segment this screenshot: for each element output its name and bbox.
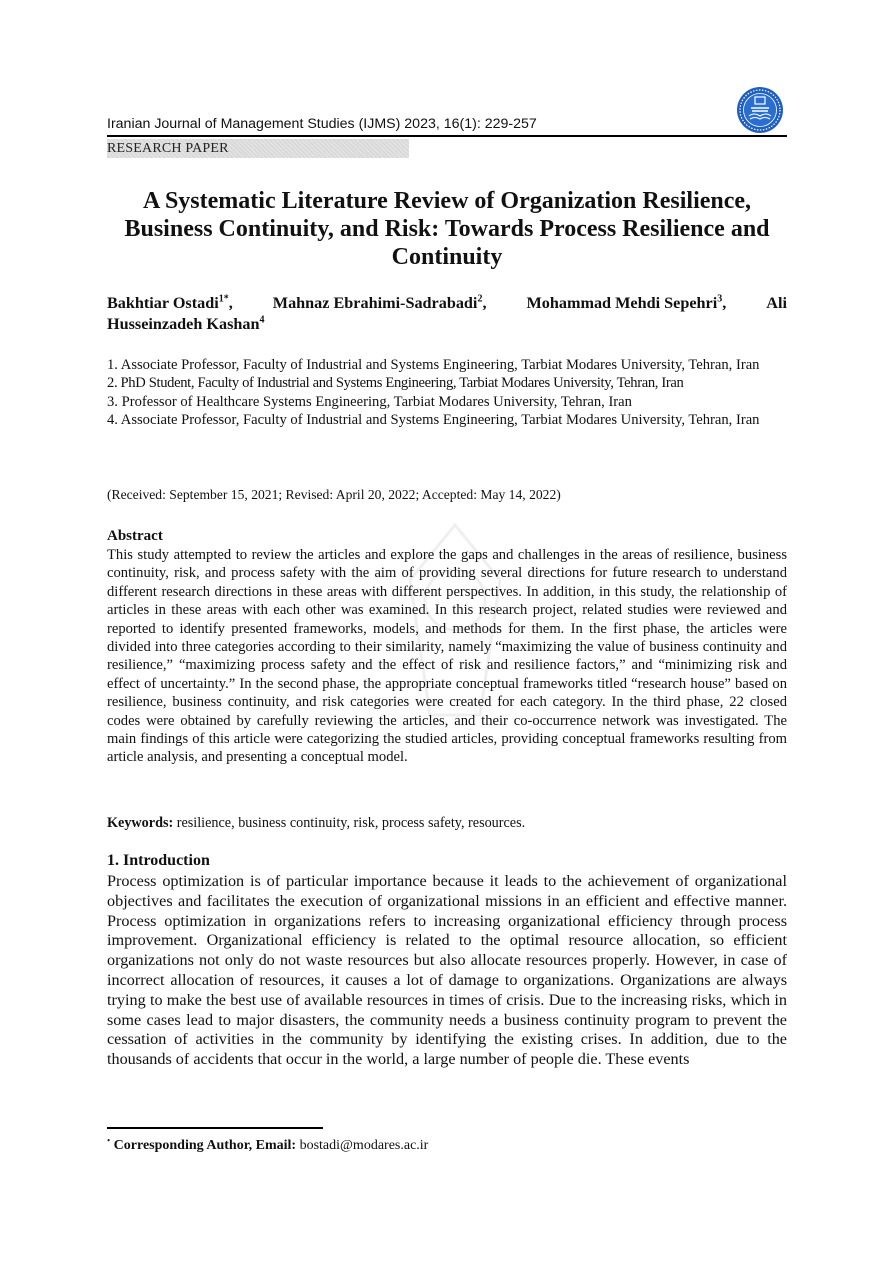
- author-4-first: Ali: [766, 294, 787, 312]
- footnote-label: Corresponding Author, Email:: [113, 1138, 297, 1153]
- introduction-text: Process optimization is of particular importance because it leads to the achievement of organizational objectives and facilitates the execution of organizational missions in an efficient and effective manner. Process optimization in organizations refers to increasing organizational efficiency through process improvement. Organizational efficiency is related to the optimal resource allocation, so efficient organizations not only do not waste resources but also allocate resources properly. However, in case of incorrect allocation of resources, it causes a lot of damage to organizations. Organizations are always trying to make the best use of available resources in times of crisis. Due to the increasing risks, which in some cases lead to major disasters, the community needs a business continuity program to prevent the cessation of activities in the community by identifying the existing crises. In addition, due to the thousands of accidents that occur in the world, a large number of people die. These events: [107, 872, 787, 1069]
- affiliations: [107, 356, 787, 429]
- author-2: Mahnaz Ebrahimi-Sadrabadi$^2$,: [272, 293, 487, 312]
- university-seal-icon: [736, 86, 784, 134]
- keywords-text: resilience, business continuity, risk, process safety, resources.: [173, 815, 526, 831]
- abstract-text: This study attempted to review the articles and explore the gaps and challenges in the areas of resilience, business continuity, risk, and process safety with the aim of providing several directions for future research to understand different research directions in these areas with different perspectives. In addition, in this study, the relationship of articles in these areas with each other was examined. In this research project, related studies were reviewed and reported to identify presented frameworks, models, and methods for them. In the first phase, the articles were divided into three categories according to their similarity, namely “maximizing the value of business continuity and resilience,” “maximizing process safety and the effect of risk and resilience factors,” and “minimizing risk and effect of uncertainty.” In the second phase, the appropriate conceptual frameworks titled “research house” based on resilience, business continuity, and risk categories were created for each category. In the third phase, 22 closed codes were obtained by carefully reviewing the articles, and their co-occurrence network was investigated. The main findings of this article were categorizing the studied articles, providing conceptual frameworks resulting from article analysis, and presenting a conceptual model.: [107, 547, 787, 766]
- affiliation-1: 1. Associate Professor, Faculty of Industrial and Systems Engineering, Tarbiat Modares University, Tehran, Iran: [107, 357, 760, 373]
- affiliation-4: 4. Associate Professor, Faculty of Industrial and Systems Engineering, Tarbiat Modares University, Tehran, Iran: [107, 411, 760, 428]
- header-rule: [107, 135, 787, 137]
- footnote: [107, 1135, 429, 1154]
- introduction-heading: 1. Introduction: [107, 852, 210, 869]
- affiliation-3: 3. Professor of Healthcare Systems Engineering, Tarbiat Modares University, Tehran, Iran: [107, 393, 632, 410]
- author-1: Bakhtiar Ostadi$^{1*}$,: [107, 293, 233, 312]
- footnote-rule: [107, 1127, 323, 1129]
- author-list: [107, 293, 787, 335]
- journal-citation: Iranian Journal of Management Studies (IJMS) 2023, 16(1): 229-257: [107, 116, 537, 132]
- abstract-heading: Abstract: [107, 528, 163, 544]
- footnote-email[interactable]: bostadi@modares.ac.ir: [296, 1138, 429, 1153]
- paper-title: A Systematic Literature Review of Organization Resilience, Business Continuity, and Risk: Towards Process Resilience and Continuity: [124, 188, 770, 270]
- author-4-rest: Husseinzadeh Kashan$^4$: [107, 314, 265, 333]
- author-3: Mohammad Mehdi Sepehri$^3$,: [526, 293, 727, 312]
- footnote-marker: •: [107, 1135, 111, 1146]
- keywords-label: Keywords:: [107, 815, 174, 831]
- paper-type-label: RESEARCH PAPER: [107, 139, 409, 158]
- submission-dates: (Received: September 15, 2021; Revised: April 20, 2022; Accepted: May 14, 2022): [107, 487, 561, 502]
- keywords: [107, 815, 525, 832]
- affiliation-2: 2. PhD Student, Faculty of Industrial and Systems Engineering, Tarbiat Modares University, Tehran, Iran: [107, 375, 684, 392]
